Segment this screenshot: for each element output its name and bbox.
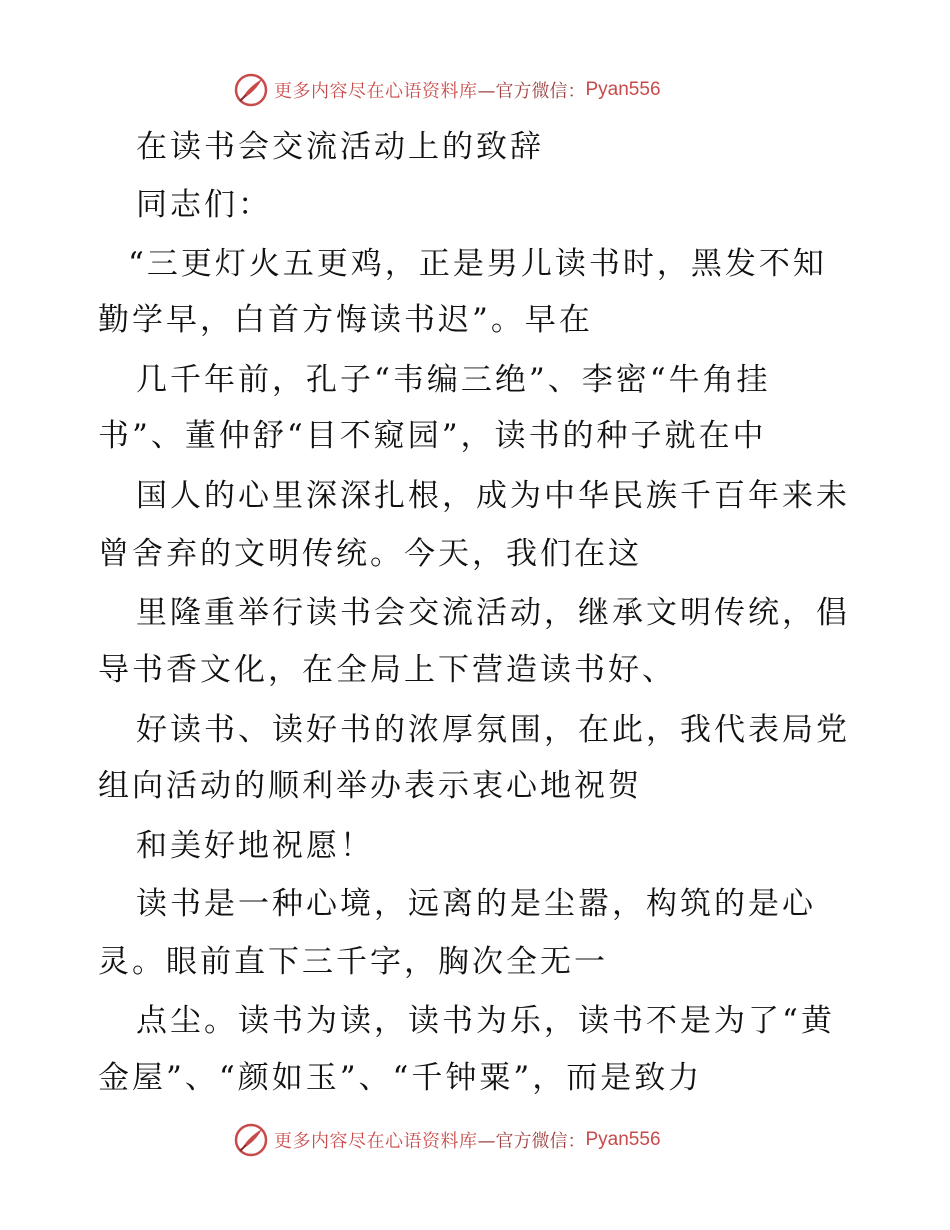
paragraph-line: 书”、董仲舒“目不窥园”，读书的种子就在中 bbox=[98, 418, 767, 454]
paragraph-line: 点尘。读书为读，读书为乐，读书不是为了“黄 bbox=[136, 1003, 835, 1039]
paragraph-line: 金屋”、“颜如玉”、“千钟粟”，而是致力 bbox=[98, 1060, 703, 1096]
paragraph-line: 导书香文化，在全局上下营造读书好、 bbox=[98, 652, 676, 688]
paragraph-line: 几千年前，孔子“韦编三绝”、李密“牛角挂 bbox=[136, 362, 771, 398]
quill-logo-icon bbox=[234, 1123, 268, 1157]
paragraph-line: 和美好地祝愿！ bbox=[136, 828, 374, 864]
paragraph-line: 勤学早，白首方悔读书迟”。早在 bbox=[98, 302, 593, 338]
footer-watermark bbox=[234, 1122, 661, 1158]
paragraph-line: 曾舍弃的文明传统。今天，我们在这 bbox=[98, 536, 642, 572]
paragraph-line: 里隆重举行读书会交流活动，继承文明传统，倡 bbox=[136, 595, 850, 631]
watermark-text: 更多内容尽在心语资料库 bbox=[274, 1131, 478, 1152]
paragraph-line: 灵。眼前直下三千字，胸次全无一 bbox=[98, 944, 608, 980]
salutation: 同志们： bbox=[136, 187, 272, 223]
paragraph-line: 国人的心里深深扎根，成为中华民族千百年来未 bbox=[136, 478, 850, 514]
paragraph-line: “三更灯火五更鸡，正是男儿读书时，黑发不知 bbox=[128, 246, 827, 282]
watermark-wechat-label: —官方微信： bbox=[477, 1131, 586, 1152]
watermark-wechat-id: Pyan556 bbox=[585, 79, 661, 100]
document-title: 在读书会交流活动上的致辞 bbox=[136, 129, 544, 165]
paragraph-line: 好读书、读好书的浓厚氛围，在此，我代表局党 bbox=[136, 712, 850, 748]
paragraph-line: 读书是一种心境，远离的是尘嚣，构筑的是心 bbox=[136, 886, 816, 922]
watermark-text: 更多内容尽在心语资料库 bbox=[274, 81, 478, 102]
watermark-wechat-id: Pyan556 bbox=[585, 1129, 661, 1150]
watermark-wechat-label: —官方微信： bbox=[477, 81, 586, 102]
paragraph-line: 组向活动的顺利举办表示衷心地祝贺 bbox=[98, 768, 642, 804]
